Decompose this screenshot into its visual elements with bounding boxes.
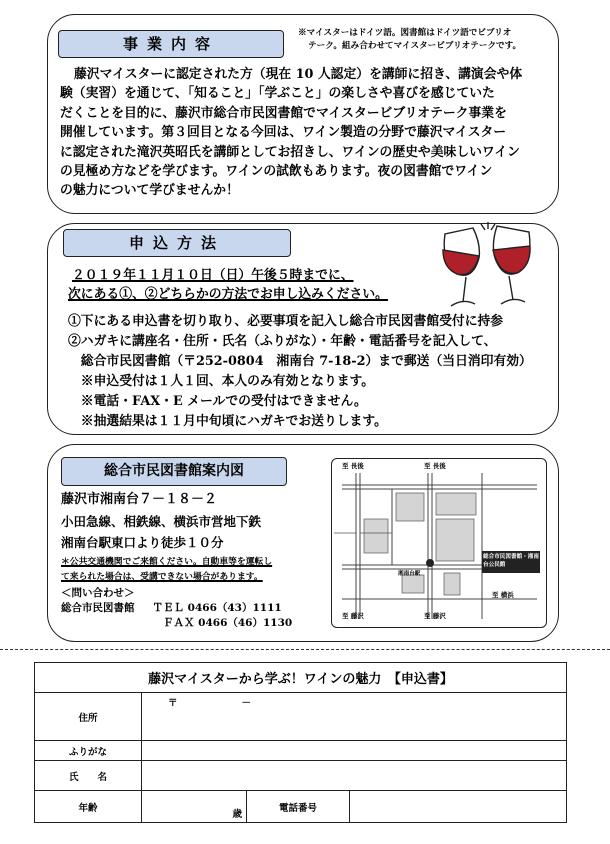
contact-row [61, 616, 292, 631]
map-label-bottom-right: 至 横浜 [492, 591, 514, 599]
age-label: 年齢 [35, 791, 142, 823]
desc-line: 藤沢マイスターに認定された方（現在 10 人認定）を講師に招き、講演会や体 [74, 67, 523, 82]
contact-title: ＜問い合わせ＞ [61, 587, 135, 599]
instruction: 次にある①、②どちらかの方法でお申し込みください。 [68, 287, 388, 303]
library-map [331, 458, 547, 628]
business-header: 事業内容 [58, 30, 284, 58]
age-field[interactable] [142, 791, 247, 823]
note-line: ※マイスターはドイツ語。図書館はドイツ語でビブリオ [298, 28, 512, 38]
desc-line: の見極め方などを学びます。ワインの試飲もあります。夜の図書館でワイン [60, 164, 493, 180]
method-item: ※抽選結果は１１月中旬頃にハガキでお送りします。 [68, 414, 387, 429]
application-methods [68, 312, 548, 432]
desc-line: だくことを目的に、藤沢市総合市民図書館でマイスタービブリオテーク事業を [60, 105, 507, 121]
access-line: 湘南台駅東口より徒歩１０分 [61, 535, 224, 550]
desc-line: 開催しています。第３回目となる今回は、ワイン製造の分野で藤沢マイスター [60, 125, 507, 141]
postal-dash: － [241, 698, 252, 709]
desc-line: 験（実習）を通じて、「知ること」「学ぶこと」の楽しさや喜びを感じていた [60, 86, 495, 102]
furigana-field[interactable] [142, 741, 567, 761]
contact-name: 総合市民図書館 [61, 602, 135, 614]
map-label-top-left: 至 長後 [342, 462, 364, 470]
transport-caution [61, 555, 272, 585]
method-item: ※申込受付は１人１回、本人のみ有効となります。 [68, 374, 375, 389]
age-unit: 歳 [232, 809, 242, 820]
map-label-bottom-left: 至 藤沢 [342, 612, 364, 620]
phone-field[interactable] [350, 791, 567, 823]
application-form [34, 662, 567, 823]
cut-line [0, 649, 610, 650]
address-label: 住所 [35, 693, 142, 741]
form-title: 藤沢マイスターから学ぶ！ワインの魅力 【申込書】 [35, 663, 567, 693]
method-item: ※電話・FAX・E メールでの受付はできません。 [68, 394, 367, 409]
note-line: テーク。組み合わせてマイスタービブリオテークです。 [308, 41, 522, 51]
caution-line: ＊公共交通機関でご来館ください。自動車等を運転し [61, 557, 273, 567]
contact-block [61, 586, 292, 631]
map-label-library: 総合市民図書館・湘南台公民館 [483, 554, 539, 568]
postal-mark: 〒 [168, 698, 178, 709]
caution-line: て来られた場合は、受講できない場合があります。 [61, 572, 263, 582]
station-marker [426, 559, 434, 567]
desc-line: の魅力について学びませんか！ [60, 183, 239, 199]
method-item: 総合市民図書館（〒252-0804 湘南台 7-18-2）まで郵送（当日消印有効） [68, 354, 532, 369]
desc-line: に認定された滝沢英昭氏を講師としてお招きし、ワインの歴史や美味しいワイン [60, 144, 520, 160]
name-label: 氏 名 [35, 761, 142, 791]
map-label-station: 湘南台駅 [398, 571, 421, 577]
phone-label: 電話番号 [247, 791, 350, 823]
contact-fax: ＦＡＸ 0466（46）1130 [163, 617, 293, 629]
library-guide-header: 総合市民図書館案内図 [61, 457, 287, 486]
access-line: 小田急線、相鉄線、横浜市営地下鉄 [61, 514, 262, 529]
name-field[interactable] [142, 761, 567, 791]
address-field[interactable] [142, 693, 567, 741]
contact-row [61, 601, 292, 616]
contact-tel: ＴＥＬ 0466（43）1111 [152, 602, 282, 614]
map-label-top-right: 至 長後 [424, 462, 446, 470]
business-description [60, 65, 550, 201]
method-item: ②ハガキに講座名・住所・氏名（ふりがな）・年齢・電話番号を記入して、 [68, 334, 497, 349]
meister-note [298, 27, 548, 53]
furigana-label: ふりがな [35, 741, 142, 761]
application-header: 申込方法 [63, 229, 291, 257]
method-item: ①下にある申込書を切り取り、必要事項を記入し総合市民図書館受付に持参 [68, 314, 504, 329]
library-access [61, 511, 261, 553]
map-drawing [332, 459, 546, 627]
application-body [68, 266, 478, 305]
wine-glasses-illustration [433, 220, 543, 316]
deadline: ２０１９年１１月１０日（日）午後５時までに、 [72, 268, 354, 283]
map-label-bottom-mid: 至 藤沢 [424, 612, 446, 620]
library-address: 藤沢市湘南台７－１８－２ [61, 492, 218, 507]
